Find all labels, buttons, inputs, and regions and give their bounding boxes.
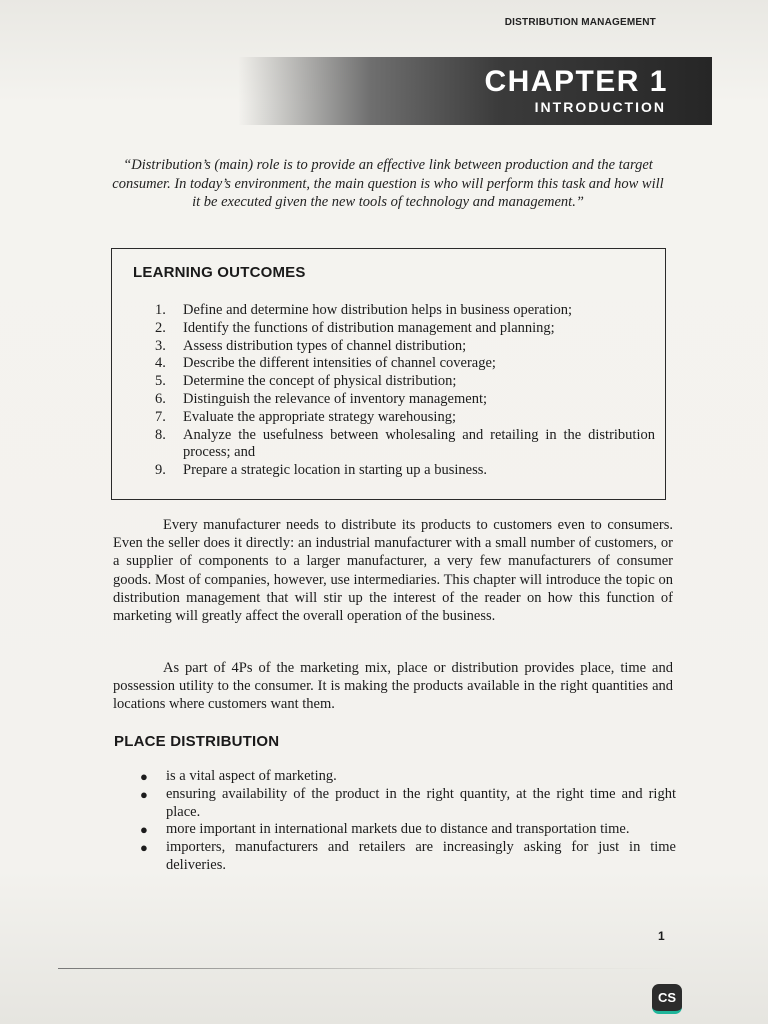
outcome-text: Identify the functions of distribution management and planning; bbox=[183, 319, 555, 336]
chapter-subtitle: INTRODUCTION bbox=[534, 99, 666, 115]
camscanner-logo-icon: CS bbox=[652, 984, 682, 1014]
list-item bbox=[140, 839, 676, 875]
list-item bbox=[140, 786, 676, 822]
outcome-text: Describe the different intensities of channel coverage; bbox=[183, 355, 496, 372]
learning-outcomes-list bbox=[155, 302, 655, 480]
outcome-text: Assess distribution types of channel distribution; bbox=[183, 337, 467, 354]
outcome-item bbox=[155, 373, 655, 391]
bullet-icon: ● bbox=[140, 786, 148, 802]
list-item bbox=[140, 821, 676, 839]
bullet-icon: ● bbox=[140, 769, 148, 784]
bullet-text: is a vital aspect of marketing. bbox=[166, 768, 337, 784]
outcome-item bbox=[155, 355, 655, 373]
outcome-text: Distinguish the relevance of inventory management; bbox=[183, 390, 488, 407]
outcome-text: Define and determine how distribution helps in business operation; bbox=[183, 302, 573, 318]
chapter-banner bbox=[238, 57, 712, 125]
outcome-text: Evaluate the appropriate strategy warehousing; bbox=[183, 408, 456, 425]
learning-outcomes-box bbox=[111, 248, 666, 500]
outcome-number: 3. bbox=[155, 337, 166, 354]
epigraph-quote: “Distribution’s (main) role is to provide an effective link between production and the target consumer. In today’s environment, the main question is who will perform this task and how will it be executed given the new tools of technology and management.” bbox=[112, 157, 664, 210]
outcome-item bbox=[155, 391, 655, 409]
outcome-number: 7. bbox=[155, 408, 166, 425]
list-item bbox=[140, 768, 676, 786]
outcome-number: 8. bbox=[155, 426, 166, 443]
outcome-item bbox=[155, 302, 655, 320]
learning-outcomes-heading: LEARNING OUTCOMES bbox=[133, 264, 306, 281]
outcome-item bbox=[155, 320, 655, 338]
body-paragraph-1: Every manufacturer needs to distribute its products to customers even to consumers. Even the seller does it directly: an industrial manufacturer with a small number of customers, or a supplier of components to a larger manufacturer, a very few manufacturers of consumer goods. Most of companies, however, use intermediaries. This chapter will introduce the topic on distribution management that will stir up the interest of the reader on how this function of marketing will greatly affect the overall operation of the business. bbox=[113, 517, 673, 625]
page-number: 1 bbox=[658, 929, 665, 943]
outcome-item bbox=[155, 462, 655, 480]
bullet-icon: ● bbox=[140, 840, 148, 856]
body-paragraph-2: As part of 4Ps of the marketing mix, place or distribution provides place, time and possession utility to the consumer. It is making the products available in the right quantities and locations where customers want them. bbox=[113, 660, 673, 713]
outcome-number: 4. bbox=[155, 355, 166, 372]
outcome-text: Prepare a strategic location in starting up a business. bbox=[183, 462, 488, 479]
bullet-icon: ● bbox=[140, 822, 148, 838]
running-header: DISTRIBUTION MANAGEMENT bbox=[504, 17, 656, 28]
outcome-number: 6. bbox=[155, 390, 166, 407]
outcome-number: 1. bbox=[155, 302, 166, 318]
outcome-item bbox=[155, 427, 655, 463]
bullet-text: ensuring availability of the product in the right quantity, at the right time and right place. bbox=[166, 785, 676, 820]
page-edge-divider bbox=[58, 968, 678, 969]
outcome-number: 5. bbox=[155, 373, 166, 390]
outcome-number: 2. bbox=[155, 319, 166, 336]
outcome-item bbox=[155, 409, 655, 427]
place-distribution-list bbox=[140, 768, 676, 875]
place-distribution-heading: PLACE DISTRIBUTION bbox=[114, 733, 280, 750]
outcome-text: Determine the concept of physical distribution; bbox=[183, 373, 457, 390]
outcome-number: 9. bbox=[155, 462, 166, 479]
bullet-text: more important in international markets due to distance and transportation time. bbox=[166, 821, 630, 838]
outcome-item bbox=[155, 338, 655, 356]
outcome-text: Analyze the usefulness between wholesaling and retailing in the distribution process; and bbox=[183, 426, 655, 461]
bullet-text: importers, manufacturers and retailers are increasingly asking for just in time deliveries. bbox=[166, 839, 676, 873]
chapter-title: CHAPTER 1 bbox=[484, 65, 668, 98]
